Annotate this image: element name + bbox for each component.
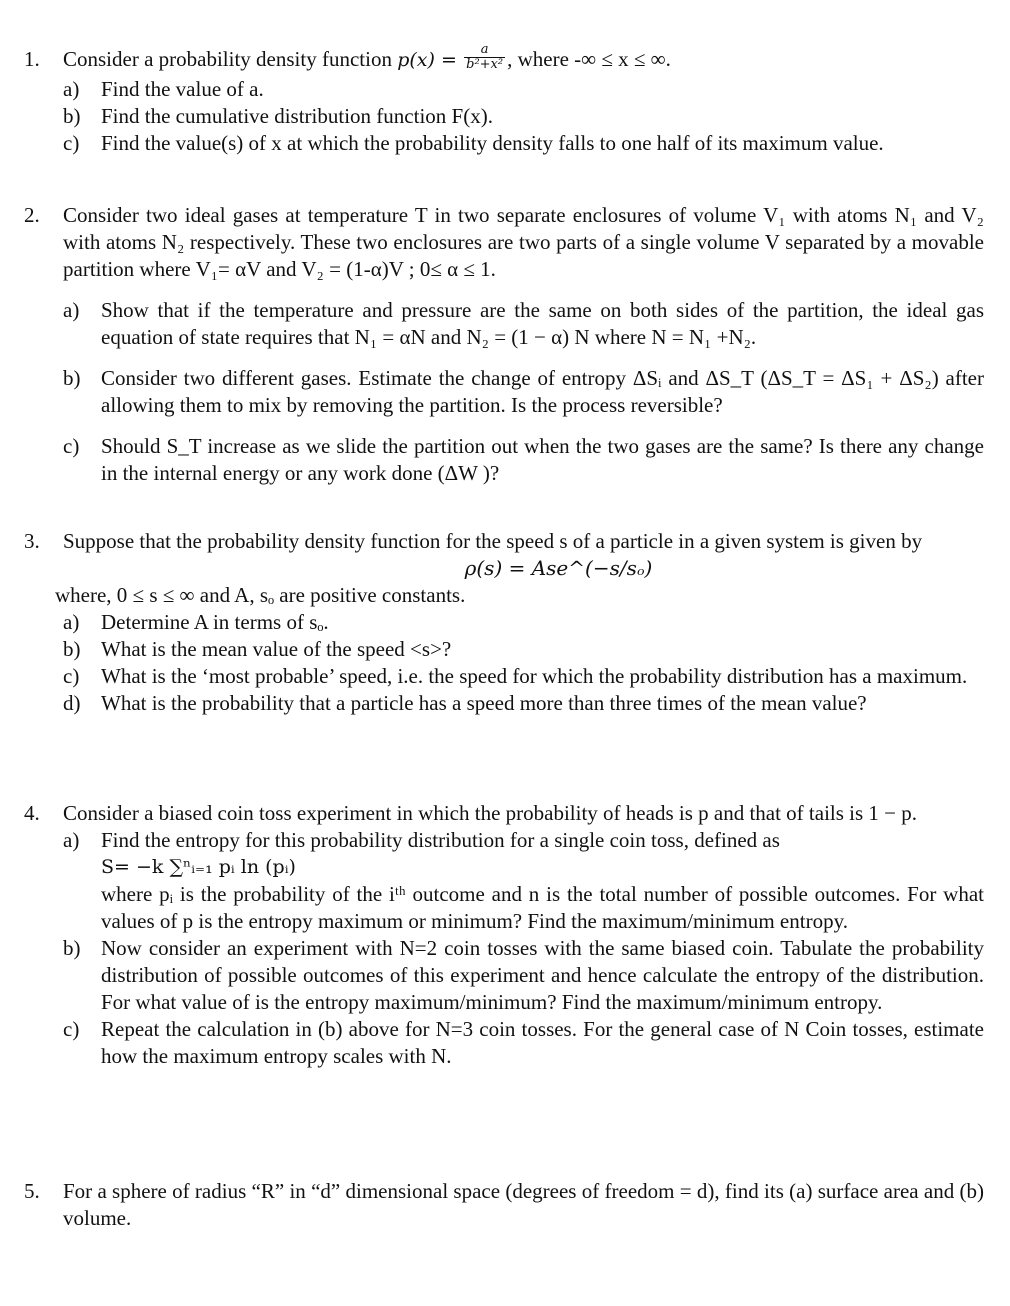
question-4-stem: Consider a biased coin toss experiment in which the probability of heads is p and that of tails is 1 − p.: [63, 801, 918, 825]
question-3: [24, 528, 984, 717]
question-3d: d) What is the probability that a particle has a speed more than three times of the mean value?: [63, 691, 867, 715]
question-3b: b) What is the mean value of the speed <s>?: [63, 637, 452, 661]
question-1a: a) Find the value of a.: [63, 76, 264, 101]
question-1-stem: Consider a probability density function p(x) = $\frac{a}{\text{b²+x²}}$ , where -∞ ≤ x ≤ ∞.: [63, 41, 671, 72]
question-number: 4.: [24, 801, 40, 825]
question-4: [24, 800, 984, 1070]
question-1c: c) Find the value(s) of x at which the probability density falls to one half of its maximum value.: [63, 130, 884, 155]
speed-pdf-equation: ρ(s) = Ase^(−s/sₒ): [464, 556, 653, 580]
question-3a: a) Determine A in terms of sₒ.: [63, 610, 329, 634]
question-number: 3.: [24, 529, 40, 553]
question-5: [24, 1178, 984, 1232]
question-1: [24, 41, 984, 157]
question-4a: a) Find the entropy for this probability distribution for a single coin toss, defined as S= −k ∑ⁿᵢ₌₁ pᵢ ln (pᵢ) where pᵢ is the probability of the iᵗʰ outcome and n is the total number of possible outcomes. For what values of p is the entropy maximum or minimum? Find the maximum/minimum entropy.: [63, 828, 984, 933]
question-3-where: where, 0 ≤ s ≤ ∞ and A, sₒ are positive constants.: [55, 583, 466, 607]
question-2: [24, 202, 984, 487]
question-number: 5.: [24, 1179, 40, 1203]
question-4c: c) Repeat the calculation in (b) above for N=3 coin tosses. For the general case of N Coin tosses, estimate how the maximum entropy scales with N.: [63, 1017, 984, 1068]
question-2a: a) Show that if the temperature and pressure are the same on both sides of the partition, the ideal gas equation of state requires that N₁ = αN and N₂ = (1 − α) N where N = N₁ +N₂.: [63, 298, 984, 349]
question-1b: b) Find the cumulative distribution function F(x).: [63, 103, 493, 128]
question-4b: b) Now consider an experiment with N=2 coin tosses with the same biased coin. Tabulate the probability distribution of possible outcomes of this experiment and hence calculate the entropy of the distribution. For what value of is the entropy maximum/minimum? Find the maximum/minimum entropy.: [63, 936, 984, 1014]
question-2c: c) Should S_T increase as we slide the partition out when the two gases are the same? Is there any change in the internal energy or any work done (ΔW )?: [63, 434, 984, 485]
question-5-text: For a sphere of radius “R” in “d” dimensional space (degrees of freedom = d), find its (a) surface area and (b) volume.: [63, 1179, 984, 1230]
question-3c: c) What is the ‘most probable’ speed, i.e. the speed for which the probability distribution has a maximum.: [63, 664, 968, 688]
question-3-stem: Suppose that the probability density function for the speed s of a particle in a given system is given by: [63, 529, 923, 553]
entropy-formula: S= −k ∑ⁿᵢ₌₁ pᵢ ln (pᵢ): [101, 856, 296, 878]
pdf-fraction: $\frac{a}{\text{b²+x²}}$: [466, 41, 504, 72]
question-2-stem: Consider two ideal gases at temperature T in two separate enclosures of volume V₁ with atoms N₁ and V₂ with atoms N₂ respectively. These two enclosures are two parts of a single volume V separated by a movable partition where V₁= αV and V₂ = (1-α)V ; 0≤ α ≤ 1.: [63, 203, 984, 281]
question-number: 1.: [24, 47, 40, 71]
question-2b: b) Consider two different gases. Estimate the change of entropy ΔSᵢ and ΔS_T (ΔS_T = ΔS₁ + ΔS₂) after allowing them to mix by removing the partition. Is the process reversible?: [63, 366, 984, 417]
question-number: 2.: [24, 203, 40, 227]
